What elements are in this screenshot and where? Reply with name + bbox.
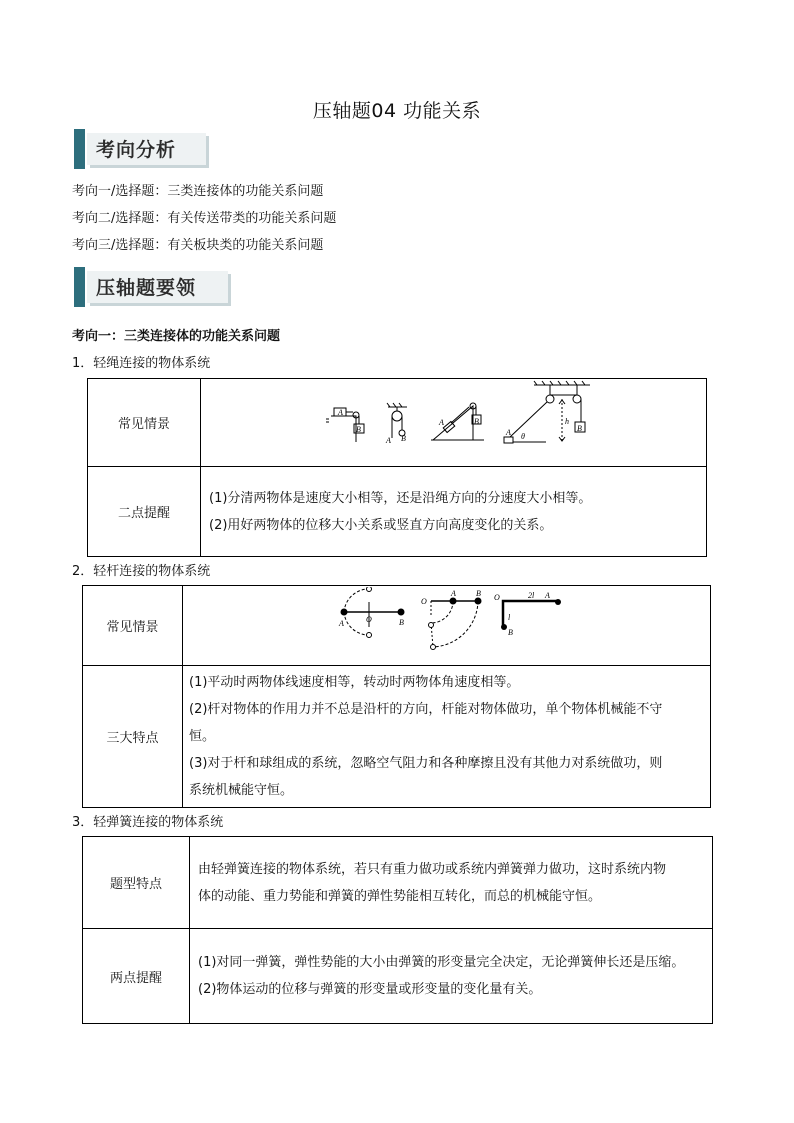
spring-tips [190, 929, 713, 1024]
page-title: 压轴题04 功能关系 [312, 100, 482, 122]
rod-fig1-label-a: A [339, 618, 344, 628]
rod-table-row2-label: 三大特点 [83, 666, 183, 808]
rope-fig4-label-a: A [506, 427, 511, 437]
spring-table-row2-label: 两点提醒 [83, 929, 190, 1024]
rod-fig3-label-l: l [508, 612, 511, 622]
banner-key-points [74, 265, 228, 307]
part3-heading: 3．轻弹簧连接的物体系统 [72, 815, 224, 830]
rope-fig3-label-a: A [439, 417, 444, 427]
rod-feature-line-4: (3)对于杆和球组成的系统，忽略空气阻力和各种摩擦且没有其他力对系统做功，则 [189, 756, 663, 771]
rod-feature-line-1: (1)平动时两物体线速度相等，转动时两物体角速度相等。 [189, 675, 520, 690]
part2-heading: 2．轻杆连接的物体系统 [72, 564, 211, 579]
rope-tip-2: (2)用好两物体的位移大小关系或竖直方向高度变化的关系。 [209, 517, 553, 533]
rod-table-row1-label: 常见情景 [83, 586, 183, 666]
rod-feature-line-2: (2)杆对物体的作用力并不总是沿杆的方向，杆能对物体做功，单个物体机械能不守 [189, 702, 663, 717]
rod-feature-line-3: 恒。 [189, 729, 216, 744]
rod-feature-line-5: 系统机械能守恒。 [189, 783, 294, 798]
rod-fig1-label-b: B [399, 617, 404, 627]
part1-heading: 1．轻绳连接的物体系统 [72, 356, 211, 371]
direction-2: 考向二/选择题：有关传送带类的功能关系问题 [72, 211, 337, 226]
spring-characteristics-line-1: 由轻弹簧连接的物体系统，若只有重力做功或系统内弹簧弹力做功，这时系统内物 [198, 861, 667, 877]
rope-tip-1: (1)分清两物体是速度大小相等，还是沿绳方向的分速度大小相等。 [209, 490, 592, 506]
direction-1: 考向一/选择题：三类连接体的功能关系问题 [72, 184, 324, 199]
rod-fig3-label-b: B [508, 627, 513, 637]
spring-table-row1-label: 题型特点 [83, 837, 190, 929]
rod-fig2-label-b: B [476, 588, 481, 598]
rope-fig1-label-a: A [338, 407, 343, 417]
spring-table [82, 836, 713, 1024]
rope-figures [201, 380, 706, 466]
rope-fig3-label-b: B [474, 416, 479, 426]
rope-fig4-label-h: h [565, 416, 569, 426]
rope-fig1-label-b: B [356, 424, 361, 434]
banner-key-points-text: 压轴题要领 [96, 277, 197, 299]
rope-fig4-label-theta: θ [521, 431, 525, 441]
rod-fig1-label-o: O [366, 614, 372, 624]
rope-figures-cell [201, 379, 707, 467]
rod-features [183, 666, 711, 808]
section1-heading: 考向一：三类连接体的功能关系问题 [72, 329, 281, 344]
rope-tips [201, 467, 707, 557]
rod-table [82, 585, 711, 808]
rod-figures-cell [183, 586, 711, 666]
rod-fig3-label-o: O [494, 592, 500, 602]
rope-fig2-label-a: A [386, 435, 391, 445]
banner-direction-analysis-text: 考向分析 [96, 139, 177, 161]
spring-characteristics-line-2: 体的动能、重力势能和弹簧的弹性势能相互转化，而总的机械能守恒。 [198, 888, 602, 904]
spring-tip-2: (2)物体运动的位移与弹簧的形变量或形变量的变化量有关。 [198, 982, 542, 997]
rod-fig2-label-a: A [451, 588, 456, 598]
spring-tip-1: (1)对同一弹簧，弹性势能的大小由弹簧的形变量完全决定，无论弹簧伸长还是压缩。 [198, 955, 685, 970]
rope-table-row2-label: 二点提醒 [88, 467, 201, 557]
rod-fig3-label-2l: 2l [528, 590, 535, 600]
spring-characteristics [190, 837, 713, 929]
rope-fig2-label-b: B [401, 433, 406, 443]
rod-fig3-label-a: A [545, 590, 550, 600]
rope-table-row1-label: 常见情景 [88, 379, 201, 467]
banner-direction-analysis [74, 127, 206, 169]
rope-fig4-label-b: B [577, 423, 582, 433]
rod-fig2-label-o: O [421, 596, 427, 606]
direction-3: 考向三/选择题：有关板块类的功能关系问题 [72, 238, 324, 253]
rod-figures [183, 587, 710, 665]
rope-table [87, 378, 707, 557]
